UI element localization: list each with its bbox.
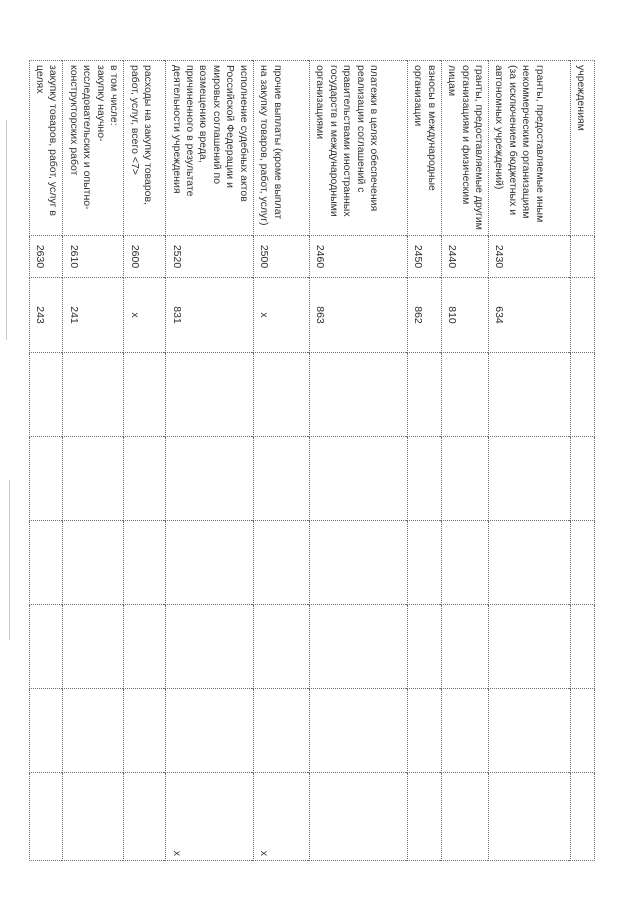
payments-table (29, 60, 595, 861)
value-cell (407, 773, 441, 861)
value-cell (166, 437, 254, 521)
table-row (309, 61, 407, 861)
value-cell (571, 353, 595, 437)
value-cell (253, 605, 309, 689)
row-label: учреждениям (571, 61, 595, 236)
value-cell (571, 605, 595, 689)
row-code: 2500 (253, 236, 309, 278)
row-label: в том числе: закупку научно-исследовательских и опытно-конструкторских работ (63, 61, 124, 236)
value-cell (29, 437, 63, 521)
table-row (124, 61, 166, 861)
value-cell (441, 353, 488, 437)
value-cell (166, 605, 254, 689)
value-cell (166, 689, 254, 773)
value-cell (407, 605, 441, 689)
row-code: 2630 (29, 236, 63, 278)
value-cell (29, 605, 63, 689)
value-cell (309, 521, 407, 605)
table-row (441, 61, 488, 861)
row-label: расходы на закупку товаров, работ, услуг, всего <7> (124, 61, 166, 236)
value-cell (441, 437, 488, 521)
value-cell (441, 773, 488, 861)
row-kosgu: х (253, 278, 309, 353)
value-cell (63, 437, 124, 521)
table-row (407, 61, 441, 861)
value-cell (571, 437, 595, 521)
value-cell (63, 353, 124, 437)
value-cell (63, 689, 124, 773)
value-cell: х (253, 773, 309, 861)
value-cell (253, 437, 309, 521)
value-cell (407, 353, 441, 437)
value-cell (166, 521, 254, 605)
row-label: гранты, предоставляемые иным некоммерческим организациям (за исключением бюджетных и автономных учреждений) (489, 61, 571, 236)
row-code: 2610 (63, 236, 124, 278)
row-label: исполнение судебных актов Российской Федерации и мировых соглашений по возмещению вреда, причиненного в результате деятельности учреждения (166, 61, 254, 236)
value-cell: х (166, 773, 254, 861)
value-cell (309, 437, 407, 521)
value-cell (571, 521, 595, 605)
table-row (489, 61, 571, 861)
row-kosgu: 831 (166, 278, 254, 353)
value-cell (253, 689, 309, 773)
value-cell (63, 605, 124, 689)
value-cell (124, 605, 166, 689)
table-row (253, 61, 309, 861)
table-row (166, 61, 254, 861)
row-label: гранты, предоставляемые другим организациям и физическим лицам (441, 61, 488, 236)
row-kosgu: 862 (407, 278, 441, 353)
value-cell (124, 437, 166, 521)
scan-mark (9, 480, 10, 640)
value-cell (489, 689, 571, 773)
row-code: 2440 (441, 236, 488, 278)
table-row (29, 61, 63, 861)
value-cell (489, 605, 571, 689)
row-kosgu: 863 (309, 278, 407, 353)
value-cell (571, 773, 595, 861)
value-cell (407, 689, 441, 773)
value-cell (571, 689, 595, 773)
value-cell (309, 605, 407, 689)
row-kosgu: 241 (63, 278, 124, 353)
scan-mark (6, 120, 7, 340)
table-body (29, 61, 594, 861)
row-kosgu: 810 (441, 278, 488, 353)
value-cell (441, 689, 488, 773)
value-cell (309, 689, 407, 773)
value-cell (166, 353, 254, 437)
row-kosgu: х (124, 278, 166, 353)
value-cell (309, 353, 407, 437)
value-cell (124, 353, 166, 437)
row-kosgu (571, 278, 595, 353)
value-cell (441, 521, 488, 605)
value-cell (29, 521, 63, 605)
table-row (571, 61, 595, 861)
value-cell (63, 521, 124, 605)
row-code: 2520 (166, 236, 254, 278)
value-cell (29, 773, 63, 861)
value-cell (489, 773, 571, 861)
row-label: прочие выплаты (кроме выплат на закупку товаров, работ, услуг) (253, 61, 309, 236)
value-cell (407, 521, 441, 605)
value-cell (29, 353, 63, 437)
row-code (571, 236, 595, 278)
table-row (63, 61, 124, 861)
row-label: взносы в международные организации (407, 61, 441, 236)
value-cell (253, 521, 309, 605)
row-code: 2600 (124, 236, 166, 278)
row-code: 2430 (489, 236, 571, 278)
row-label: платежи в целях обеспечения реализации соглашений с правительствами иностранных государств и международными организациями (309, 61, 407, 236)
row-kosgu: 634 (489, 278, 571, 353)
value-cell (29, 689, 63, 773)
value-cell (441, 605, 488, 689)
row-code: 2460 (309, 236, 407, 278)
rotated-financial-table (34, 60, 595, 860)
value-cell (489, 437, 571, 521)
value-cell (489, 521, 571, 605)
value-cell (124, 521, 166, 605)
value-cell (63, 773, 124, 861)
value-cell (489, 353, 571, 437)
row-label: закупку товаров, работ, услуг в целях (29, 61, 63, 236)
value-cell (124, 689, 166, 773)
value-cell (309, 773, 407, 861)
row-kosgu: 243 (29, 278, 63, 353)
value-cell (407, 437, 441, 521)
value-cell (124, 773, 166, 861)
row-code: 2450 (407, 236, 441, 278)
value-cell (253, 353, 309, 437)
